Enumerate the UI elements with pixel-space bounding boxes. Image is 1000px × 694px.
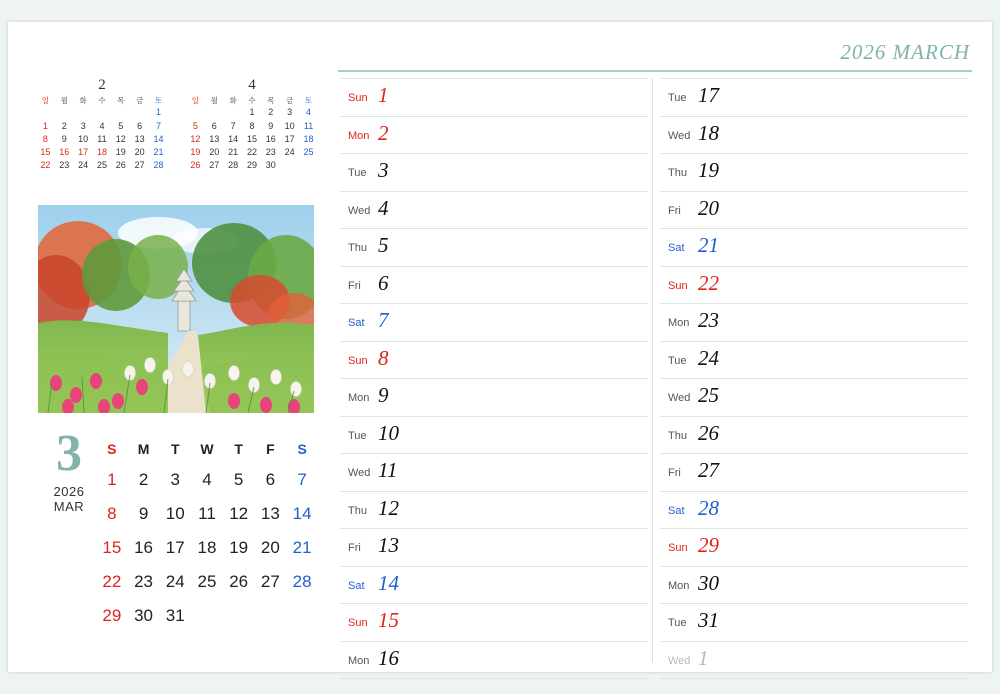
mini-dow-header: 수 xyxy=(248,96,256,105)
mini-day-cell: 9 xyxy=(61,133,67,144)
mini-day-cell: 11 xyxy=(303,120,314,131)
month-grid xyxy=(96,434,318,633)
mini-month-february xyxy=(36,78,168,173)
month-day-cell[interactable]: 24 xyxy=(165,572,185,591)
day-weekday-label: Sun xyxy=(668,542,688,554)
mini-day-cell xyxy=(36,106,55,119)
mini-day-cell: 1 xyxy=(42,120,48,131)
mini-day-cell: 24 xyxy=(78,160,89,171)
month-week-row xyxy=(96,531,318,565)
day-weekday-label: Mon xyxy=(348,129,370,142)
month-dow-header: T xyxy=(234,441,243,457)
day-weekday-label: Sat xyxy=(348,317,365,329)
mini-day-cell: 25 xyxy=(303,147,314,158)
day-entry-row[interactable] xyxy=(660,154,968,192)
mini-day-cell: 6 xyxy=(211,120,217,131)
month-day-cell[interactable]: 29 xyxy=(102,606,122,625)
day-number-label: 6 xyxy=(378,270,389,295)
day-entry-row[interactable] xyxy=(660,192,968,230)
day-entry-row[interactable] xyxy=(660,267,968,305)
mini-day-cell: 5 xyxy=(118,120,124,131)
day-number-label: 28 xyxy=(698,495,719,520)
month-day-cell[interactable]: 22 xyxy=(102,572,122,591)
mini-day-cell: 3 xyxy=(287,107,293,118)
day-entry-row[interactable] xyxy=(660,492,968,530)
month-day-cell[interactable]: 27 xyxy=(260,572,280,591)
day-number-label: 12 xyxy=(378,495,399,520)
day-entry-row[interactable] xyxy=(340,379,648,417)
mini-day-cell xyxy=(55,106,74,119)
day-weekday-label: Fri xyxy=(668,204,681,217)
mini-month-table xyxy=(36,95,168,173)
mini-day-cell: 1 xyxy=(249,107,255,118)
mini-day-cell: 22 xyxy=(246,147,257,158)
mini-day-cell xyxy=(280,159,299,172)
mini-day-cell: 10 xyxy=(284,120,295,131)
mini-day-cell: 27 xyxy=(209,160,220,171)
mini-day-cell xyxy=(130,106,149,119)
day-entry-row[interactable] xyxy=(340,454,648,492)
day-entry-row[interactable] xyxy=(660,229,968,267)
mini-day-cell: 8 xyxy=(249,120,255,131)
mini-day-cell: 27 xyxy=(134,160,145,171)
mini-dow-header: 월 xyxy=(210,96,218,105)
day-weekday-label: Wed xyxy=(668,654,691,667)
mini-day-cell xyxy=(74,106,93,119)
mini-day-cell: 7 xyxy=(156,120,162,131)
day-number-label: 31 xyxy=(698,608,719,632)
month-week-row xyxy=(96,463,318,497)
month-day-cell[interactable]: 13 xyxy=(260,504,280,523)
mini-day-cell: 20 xyxy=(209,147,220,158)
day-weekday-label: Sat xyxy=(348,579,365,592)
mini-day-cell xyxy=(205,106,224,119)
month-dow-header: S xyxy=(297,441,307,457)
month-day-cell[interactable]: 16 xyxy=(134,538,154,557)
month-badge xyxy=(34,425,104,514)
mini-day-cell: 23 xyxy=(265,147,276,158)
mini-day-cell xyxy=(299,159,318,172)
day-entry-row[interactable] xyxy=(660,642,968,680)
mini-day-cell: 21 xyxy=(228,147,239,158)
day-weekday-label: Mon xyxy=(668,317,690,329)
day-number-label: 1 xyxy=(698,645,709,670)
day-weekday-label: Mon xyxy=(668,579,690,592)
day-column-right xyxy=(660,78,968,679)
month-day-cell[interactable] xyxy=(223,599,255,633)
page-title: 2026 MARCH xyxy=(840,40,970,64)
month-dow-header: T xyxy=(170,441,180,457)
mini-day-cell xyxy=(224,106,243,119)
day-number-label: 15 xyxy=(378,608,399,632)
day-number-label: 25 xyxy=(698,383,719,407)
month-day-cell[interactable]: 21 xyxy=(292,538,312,557)
day-entry-row[interactable] xyxy=(340,604,648,642)
month-day-cell[interactable]: 6 xyxy=(265,470,276,489)
mini-dow-header: 토 xyxy=(304,96,313,105)
day-weekday-label: Tue xyxy=(348,429,367,442)
mini-day-cell: 29 xyxy=(246,160,257,171)
day-column-left xyxy=(340,78,648,679)
day-number-label: 18 xyxy=(698,120,719,145)
mini-day-cell: 5 xyxy=(192,120,198,131)
mini-month-label: 4 xyxy=(248,77,256,93)
day-weekday-label: Tue xyxy=(348,167,367,179)
mini-day-cell: 22 xyxy=(40,160,51,171)
mini-month-label: 2 xyxy=(98,77,106,93)
day-entry-row[interactable] xyxy=(340,304,648,342)
month-day-cell[interactable]: 1 xyxy=(107,470,117,489)
day-weekday-label: Sun xyxy=(348,617,368,629)
day-weekday-label: Thu xyxy=(348,504,367,517)
day-weekday-label: Sat xyxy=(668,242,685,254)
mini-day-cell: 26 xyxy=(190,160,201,171)
mini-day-cell: 16 xyxy=(265,133,276,144)
mini-day-cell: 19 xyxy=(190,147,201,158)
day-entry-row[interactable] xyxy=(340,529,648,567)
month-day-cell[interactable] xyxy=(286,599,318,633)
mini-dow-header: 일 xyxy=(191,96,200,105)
day-entry-row[interactable] xyxy=(660,304,968,342)
mini-day-cell: 25 xyxy=(96,160,107,171)
month-day-cell[interactable]: 23 xyxy=(134,572,154,591)
day-weekday-label: Sun xyxy=(348,92,368,104)
month-abbr: MAR xyxy=(53,498,85,514)
month-day-cell[interactable] xyxy=(191,599,223,633)
month-day-cell[interactable]: 19 xyxy=(229,538,249,557)
mini-day-cell: 17 xyxy=(284,133,295,144)
day-weekday-label: Sun xyxy=(348,354,368,367)
day-number-label: 30 xyxy=(698,570,719,595)
day-weekday-label: Sat xyxy=(668,504,685,517)
month-week-row xyxy=(96,497,318,531)
day-entry-row[interactable] xyxy=(660,417,968,455)
mini-dow-header: 화 xyxy=(229,96,237,105)
mini-day-cell: 23 xyxy=(59,160,70,171)
header-divider xyxy=(338,70,972,72)
mini-day-cell: 4 xyxy=(306,107,312,118)
day-weekday-label: Tue xyxy=(668,92,687,104)
mini-day-cell: 14 xyxy=(153,133,164,144)
mini-day-cell: 2 xyxy=(268,107,274,118)
day-number-label: 23 xyxy=(698,308,719,332)
mini-dow-header: 일 xyxy=(41,96,50,105)
mini-day-cell: 10 xyxy=(78,133,89,144)
day-number-label: 17 xyxy=(698,83,719,107)
month-day-cell[interactable]: 10 xyxy=(165,504,185,523)
mini-months xyxy=(36,78,326,173)
month-day-cell[interactable]: 15 xyxy=(102,538,122,557)
day-entry-row[interactable] xyxy=(660,117,968,155)
month-week-row xyxy=(96,599,318,633)
day-number-label: 16 xyxy=(378,645,399,670)
month-day-cell[interactable]: 20 xyxy=(260,538,280,557)
mini-day-cell: 8 xyxy=(42,133,48,144)
day-number-label: 29 xyxy=(698,533,719,557)
month-day-cell[interactable]: 17 xyxy=(165,538,185,557)
month-day-cell[interactable]: 28 xyxy=(292,572,312,591)
month-day-cell[interactable]: 8 xyxy=(107,504,117,523)
mini-day-cell: 21 xyxy=(153,147,164,158)
month-day-cell[interactable]: 3 xyxy=(170,470,180,489)
mini-day-cell: 2 xyxy=(61,120,67,131)
day-number-label: 5 xyxy=(378,233,389,257)
month-day-cell[interactable] xyxy=(255,599,287,633)
mini-day-cell: 1 xyxy=(156,107,162,118)
day-number-label: 3 xyxy=(378,158,389,182)
day-number-label: 1 xyxy=(378,83,389,107)
day-number-label: 11 xyxy=(378,458,398,482)
mini-day-cell: 17 xyxy=(78,147,89,158)
mini-day-cell: 13 xyxy=(209,133,220,144)
mini-day-cell: 13 xyxy=(134,133,145,144)
mini-day-cell: 12 xyxy=(190,133,201,144)
day-entry-row[interactable] xyxy=(660,604,968,642)
mini-day-cell: 26 xyxy=(115,160,126,171)
day-number-label: 4 xyxy=(378,195,389,220)
day-entry-row[interactable] xyxy=(340,417,648,455)
day-entry-row[interactable] xyxy=(340,342,648,380)
day-entry-row[interactable] xyxy=(340,567,648,605)
month-week-row xyxy=(96,565,318,599)
day-number-label: 10 xyxy=(378,420,399,445)
mini-dow-header: 목 xyxy=(267,96,275,105)
month-day-cell[interactable]: 12 xyxy=(229,504,249,523)
illustration-watercolor-garden xyxy=(38,205,314,413)
day-entry-row[interactable] xyxy=(340,154,648,192)
day-number-label: 9 xyxy=(378,383,389,407)
mini-day-cell: 14 xyxy=(228,133,239,144)
month-day-cell[interactable]: 14 xyxy=(292,504,312,523)
month-day-cell[interactable]: 9 xyxy=(138,504,149,523)
month-number: 3 xyxy=(56,425,82,482)
column-divider xyxy=(652,78,653,662)
day-weekday-label: Tue xyxy=(668,354,687,367)
calendar-page xyxy=(8,22,992,672)
day-entry-row[interactable] xyxy=(340,78,648,117)
mini-day-cell xyxy=(111,106,130,119)
mini-day-cell: 19 xyxy=(115,147,126,158)
month-day-cell[interactable]: 30 xyxy=(134,606,154,625)
mini-month-april xyxy=(186,78,318,173)
month-day-cell[interactable]: 11 xyxy=(198,504,216,523)
day-entry-row[interactable] xyxy=(340,492,648,530)
day-entry-row[interactable] xyxy=(660,379,968,417)
mini-day-cell: 9 xyxy=(268,120,274,131)
day-weekday-label: Wed xyxy=(348,467,371,479)
mini-day-cell: 12 xyxy=(115,133,126,144)
day-entry-row[interactable] xyxy=(340,642,648,680)
day-entry-row[interactable] xyxy=(660,567,968,605)
mini-dow-header: 목 xyxy=(117,96,125,105)
month-dow-header: W xyxy=(200,441,214,457)
month-day-cell[interactable]: 26 xyxy=(229,572,249,591)
month-day-cell[interactable]: 25 xyxy=(197,572,217,591)
day-entry-row[interactable] xyxy=(660,454,968,492)
mini-day-cell: 6 xyxy=(137,120,143,131)
day-number-label: 26 xyxy=(698,420,719,445)
month-day-cell[interactable]: 2 xyxy=(138,470,149,489)
month-day-cell[interactable]: 4 xyxy=(202,470,212,489)
mini-dow-header: 수 xyxy=(98,96,106,105)
mini-day-cell xyxy=(186,106,205,119)
month-dow-header: M xyxy=(137,441,150,457)
day-number-label: 14 xyxy=(378,570,399,595)
day-number-label: 21 xyxy=(698,233,719,257)
month-day-cell[interactable]: 5 xyxy=(233,470,244,489)
day-weekday-label: Thu xyxy=(668,167,687,179)
mini-day-cell: 4 xyxy=(99,120,105,131)
month-day-cell[interactable]: 18 xyxy=(197,538,217,557)
day-number-label: 20 xyxy=(698,195,719,220)
mini-day-cell: 30 xyxy=(265,160,276,171)
day-weekday-label: Mon xyxy=(348,392,370,404)
day-weekday-label: Fri xyxy=(348,542,361,554)
day-entry-row[interactable] xyxy=(340,117,648,155)
day-weekday-label: Fri xyxy=(668,467,681,479)
mini-day-cell: 20 xyxy=(134,147,145,158)
month-day-cell[interactable]: 31 xyxy=(165,606,185,625)
year-label: 2026 xyxy=(53,483,85,499)
mini-dow-header: 월 xyxy=(60,96,68,105)
mini-day-cell: 24 xyxy=(284,147,295,158)
day-weekday-label: Sun xyxy=(668,279,688,292)
day-number-label: 7 xyxy=(378,308,389,332)
day-number-label: 13 xyxy=(378,533,399,557)
day-number-label: 2 xyxy=(378,120,389,145)
month-day-cell[interactable]: 7 xyxy=(297,470,307,489)
month-dow-header: F xyxy=(266,441,275,457)
mini-day-cell xyxy=(93,106,112,119)
mini-dow-header: 금 xyxy=(286,96,294,105)
day-entry-row[interactable] xyxy=(340,229,648,267)
day-weekday-label: Wed xyxy=(668,392,691,404)
month-dow-header: S xyxy=(107,441,117,457)
day-number-label: 27 xyxy=(698,458,719,482)
mini-day-cell: 16 xyxy=(59,147,70,158)
day-entry-row[interactable] xyxy=(660,342,968,380)
mini-day-cell: 15 xyxy=(40,147,51,158)
mini-month-table xyxy=(186,95,318,173)
day-entry-row[interactable] xyxy=(340,267,648,305)
day-entry-row[interactable] xyxy=(660,78,968,117)
day-weekday-label: Tue xyxy=(668,617,687,629)
day-weekday-label: Thu xyxy=(668,429,687,442)
day-weekday-label: Wed xyxy=(348,204,371,217)
day-entry-row[interactable] xyxy=(340,192,648,230)
mini-day-cell: 15 xyxy=(246,133,257,144)
day-weekday-label: Mon xyxy=(348,654,370,667)
mini-day-cell: 28 xyxy=(153,160,164,171)
mini-day-cell: 18 xyxy=(96,147,107,158)
day-weekday-label: Thu xyxy=(348,242,367,254)
day-number-label: 8 xyxy=(378,345,389,370)
mini-day-cell: 28 xyxy=(228,160,239,171)
mini-dow-header: 금 xyxy=(136,96,144,105)
day-weekday-label: Wed xyxy=(668,129,691,142)
mini-day-cell: 11 xyxy=(97,133,107,144)
day-number-label: 24 xyxy=(698,345,719,370)
day-entry-row[interactable] xyxy=(660,529,968,567)
day-number-label: 22 xyxy=(698,270,719,295)
day-weekday-label: Fri xyxy=(348,279,361,292)
mini-day-cell: 18 xyxy=(303,133,314,144)
mini-day-cell: 3 xyxy=(80,120,86,131)
mini-dow-header: 화 xyxy=(79,96,87,105)
mini-dow-header: 토 xyxy=(154,96,163,105)
day-number-label: 19 xyxy=(698,158,719,182)
mini-day-cell: 7 xyxy=(230,120,236,131)
